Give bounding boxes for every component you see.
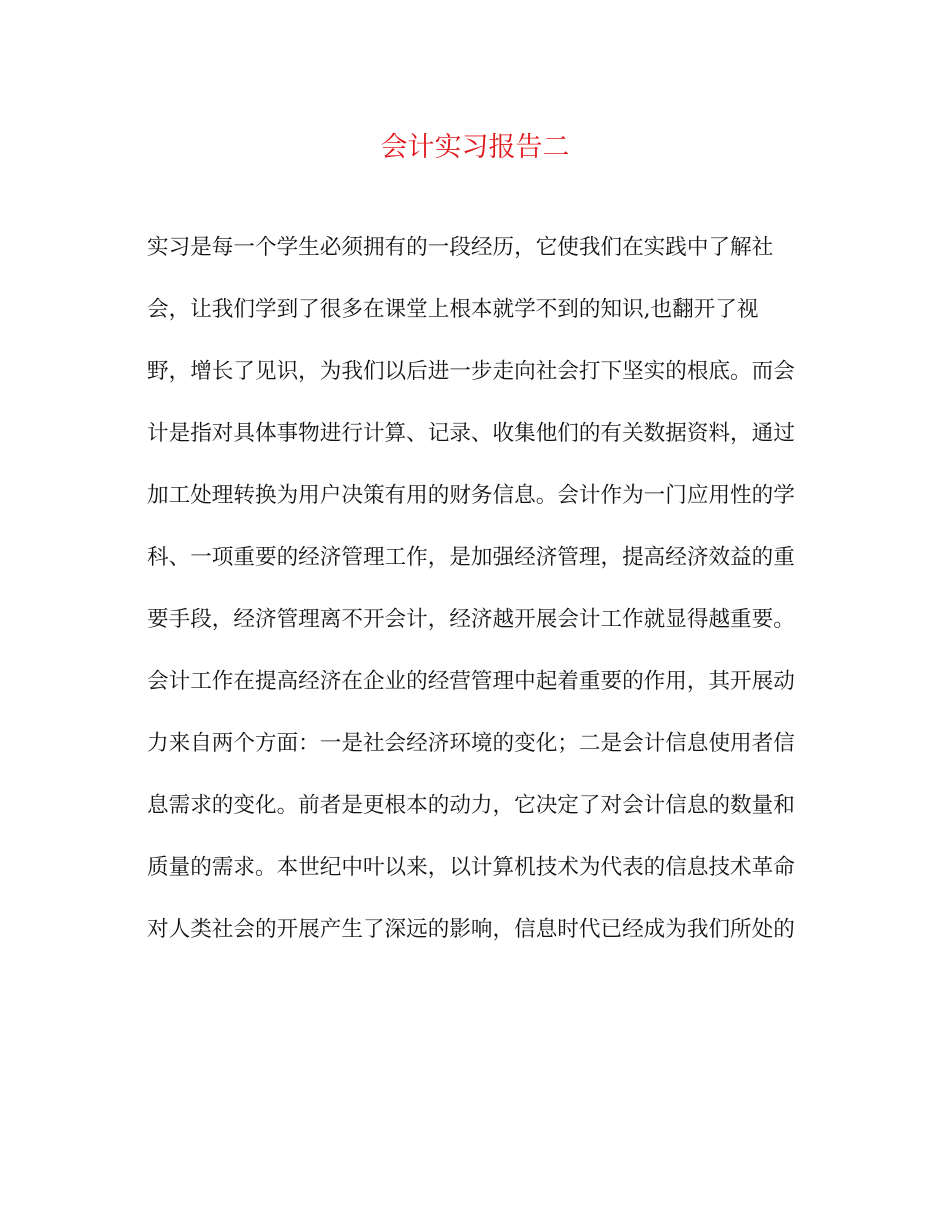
body-line: 计是指对具体事物进行计算、记录、收集他们的有关数据资料，通过 bbox=[147, 421, 795, 446]
document-title: 会计实习报告二 bbox=[380, 132, 570, 163]
body-line: 力来自两个方面：一是社会经济环境的变化；二是会计信息使用者信 bbox=[147, 731, 795, 756]
body-line: 加工处理转换为用户决策有用的财务信息。会计作为一门应用性的学 bbox=[147, 483, 795, 508]
body-line: 要手段，经济管理离不开会计，经济越开展会计工作就显得越重要。 bbox=[147, 607, 795, 632]
body-line: 实习是每一个学生必须拥有的一段经历，它使我们在实践中了解社 bbox=[147, 235, 774, 260]
body-line: 野，增长了见识，为我们以后进一步走向社会打下坚实的根底。而会 bbox=[147, 359, 795, 384]
body-line: 会，让我们学到了很多在课堂上根本就学不到的知识,也翻开了视 bbox=[147, 297, 759, 322]
body-line: 科、一项重要的经济管理工作，是加强经济管理，提高经济效益的重 bbox=[147, 545, 795, 570]
body-line: 息需求的变化。前者是更根本的动力，它决定了对会计信息的数量和 bbox=[147, 793, 795, 818]
body-line: 会计工作在提高经济在企业的经营管理中起着重要的作用，其开展动 bbox=[147, 669, 795, 694]
body-line: 对人类社会的开展产生了深远的影响，信息时代已经成为我们所处的 bbox=[147, 917, 795, 942]
body-line: 质量的需求。本世纪中叶以来，以计算机技术为代表的信息技术革命 bbox=[147, 855, 795, 880]
